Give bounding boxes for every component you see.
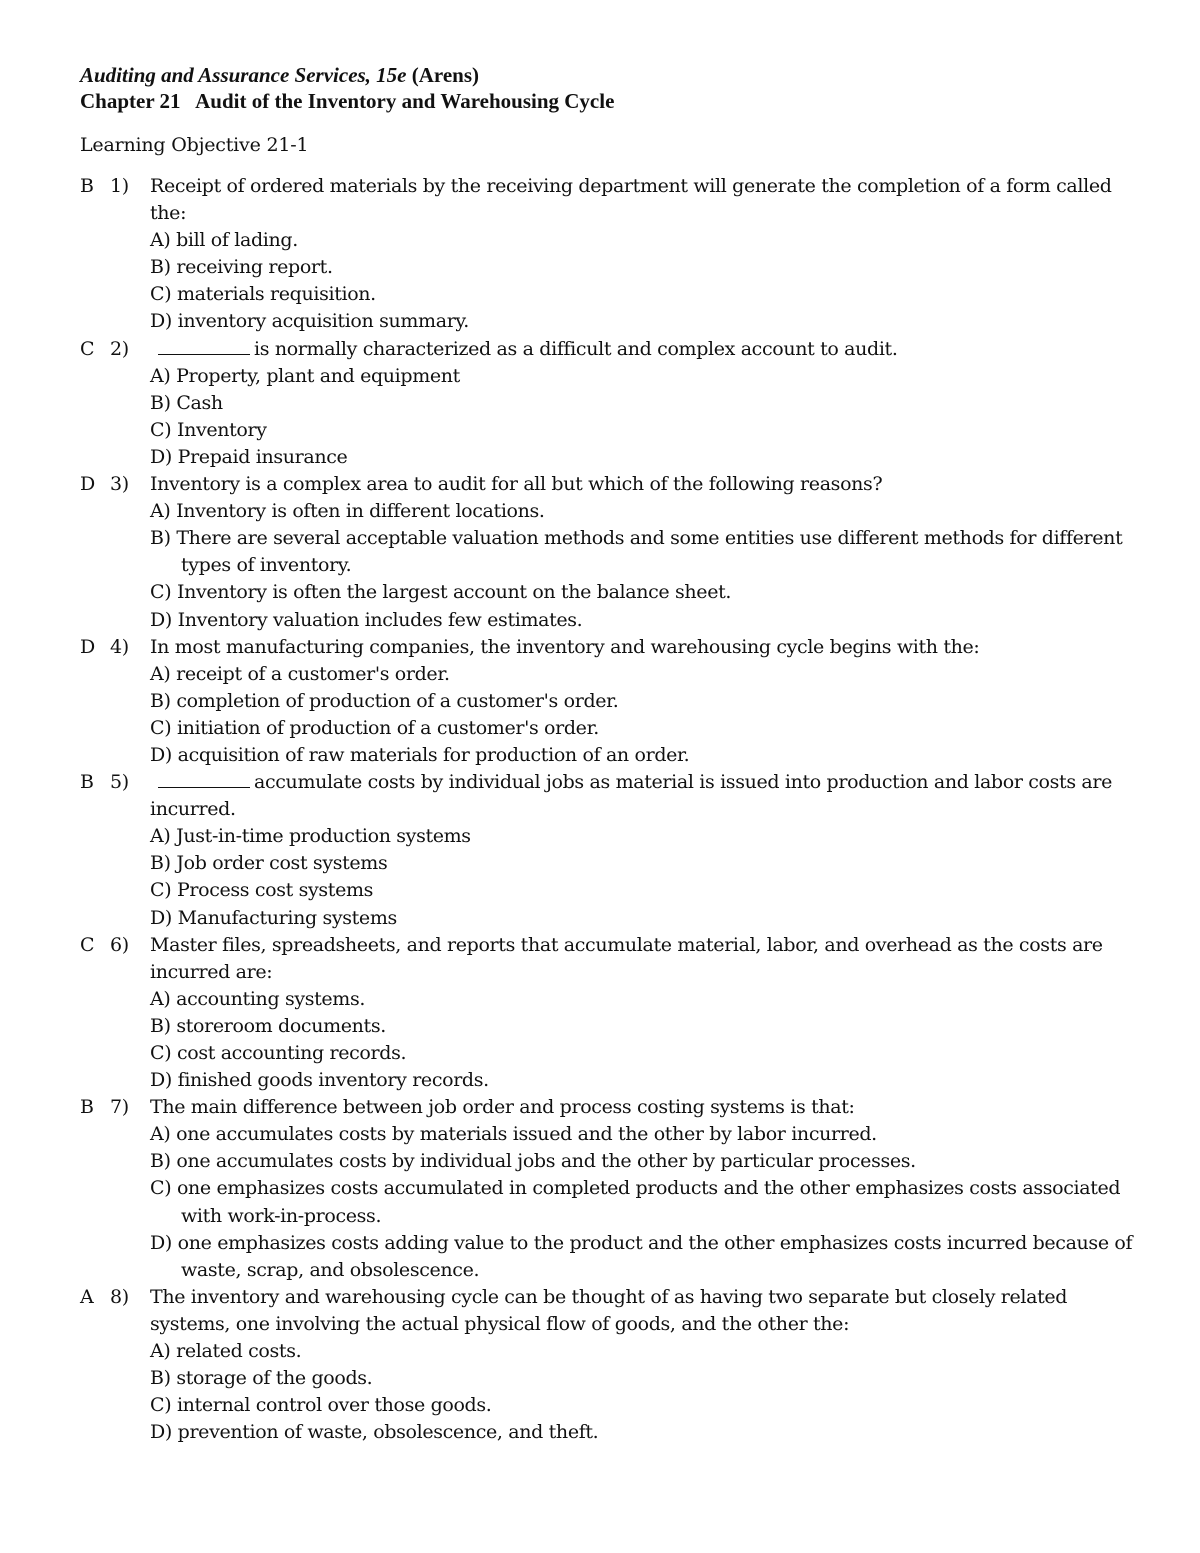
question-number: 1) [110,175,129,197]
answer-option: D) Inventory valuation includes few estimates. [150,608,583,631]
document-page [80,62,1140,1446]
question-number: 6) [110,933,129,956]
answer-key: B [80,175,94,197]
question-number: 3) [110,473,129,496]
question-stem-text: accumulate costs by individual jobs as material is issued into production and labor costs are incurred. [150,771,1113,821]
answer-option: D) inventory acquisition summary. [150,310,469,333]
answer-option: A) Inventory is often in different locations. [150,500,545,523]
answer-option: C) initiation of production of a customer's order. [150,716,599,739]
question-item [80,932,1140,1095]
answer-option: D) one emphasizes costs adding value to the product and the other emphasizes costs incurred because of waste, scrap, and obsolescence. [150,1231,1133,1281]
answer-option: D) finished goods inventory records. [150,1069,489,1092]
answer-option: C) Process cost systems [150,879,374,902]
answer-option: B) receiving report. [150,256,333,279]
chapter-label: Chapter 21 [80,89,181,113]
question-body [150,932,1150,1095]
answer-option: A) bill of lading. [150,229,298,252]
question-stem [150,1284,1150,1338]
question-stem [150,336,1150,363]
question-stem-text: In most manufacturing companies, the inventory and warehousing cycle begins with the: [150,635,980,658]
question-stem-text: The inventory and warehousing cycle can be thought of as having two separate but closely related systems, one involving the actual physical flow of goods, and the other the: [150,1285,1068,1335]
question-body [150,1284,1150,1447]
answer-option: C) cost accounting records. [150,1042,407,1064]
answer-option: A) one accumulates costs by materials issued and the other by labor incurred. [150,1123,877,1146]
answer-option: A) Just-in-time production systems [150,825,471,848]
question-item [80,1284,1140,1447]
question-stem [150,1094,1150,1121]
answer-key: C [80,337,95,360]
question-body [150,1094,1150,1284]
question-stem-text: Master files, spreadsheets, and reports that accumulate material, labor, and overhead as the costs are incurred are: [150,933,1103,983]
question-list [80,173,1140,1446]
question-stem [150,932,1150,986]
question-item [80,336,1140,471]
question-stem-text: is normally characterized as a difficult and complex account to audit. [254,337,898,360]
question-item [80,1094,1140,1284]
question-body [150,173,1150,336]
question-body [150,634,1150,769]
answer-key: A [80,1285,94,1308]
question-body [150,336,1150,471]
chapter-name: Audit of the Inventory and Warehousing Cycle [195,89,615,113]
question-stem-text: The main difference between job order and process costing systems is that: [150,1096,855,1119]
fill-in-blank [158,770,250,788]
answer-option: C) Inventory [150,418,267,441]
chapter-title [80,88,1140,114]
answer-option: B) Cash [150,391,223,414]
question-body [150,769,1150,932]
book-title [80,62,1140,88]
question-item [80,471,1140,634]
answer-option: D) acquisition of raw materials for production of an order. [150,743,690,766]
answer-key: B [80,1096,94,1119]
answer-option: B) Job order cost systems [150,852,388,875]
question-number: 2) [110,337,129,360]
answer-option: A) related costs. [150,1340,302,1363]
learning-objective: Learning Objective 21-1 [80,134,309,156]
answer-option: C) one emphasizes costs accumulated in completed products and the other emphasizes costs associated with work-in-process. [150,1177,1121,1227]
book-author: (Arens) [411,63,480,87]
answer-option: B) storeroom documents. [150,1014,386,1037]
question-stem [150,634,1150,661]
answer-option: D) prevention of waste, obsolescence, and theft. [150,1421,599,1444]
question-number: 8) [110,1285,129,1308]
question-item [80,634,1140,769]
answer-key: D [80,635,95,658]
answer-option: C) Inventory is often the largest account on the balance sheet. [150,581,732,604]
answer-option: C) materials requisition. [150,283,376,306]
answer-option: D) Manufacturing systems [150,906,397,929]
question-stem [150,173,1150,227]
answer-option: B) There are several acceptable valuation methods and some entities use different methods for different types of inventory. [150,527,1123,577]
question-stem [150,471,1150,498]
question-stem-text: Receipt of ordered materials by the receiving department will generate the completion of a form called the: [150,175,1112,225]
question-stem-text: Inventory is a complex area to audit for all but which of the following reasons? [150,473,883,496]
answer-option: C) internal control over those goods. [150,1394,492,1417]
question-number: 5) [110,771,129,794]
question-stem [150,769,1150,823]
answer-option: B) one accumulates costs by individual jobs and the other by particular processes. [150,1150,916,1173]
answer-option: B) storage of the goods. [150,1367,373,1390]
question-number: 7) [110,1096,129,1119]
answer-key: C [80,933,95,956]
question-item [80,769,1140,932]
answer-option: A) receipt of a customer's order. [150,662,450,685]
answer-option: D) Prepaid insurance [150,445,348,468]
book-title-italic: Auditing and Assurance Services, 15e [80,63,407,87]
answer-option: A) accounting systems. [150,987,366,1010]
question-number: 4) [110,635,129,658]
question-body [150,471,1150,634]
answer-option: B) completion of production of a customer's order. [150,689,619,712]
fill-in-blank [158,337,250,355]
answer-option: A) Property, plant and equipment [150,364,460,387]
question-item [80,173,1140,336]
answer-key: D [80,473,95,496]
answer-key: B [80,771,94,794]
